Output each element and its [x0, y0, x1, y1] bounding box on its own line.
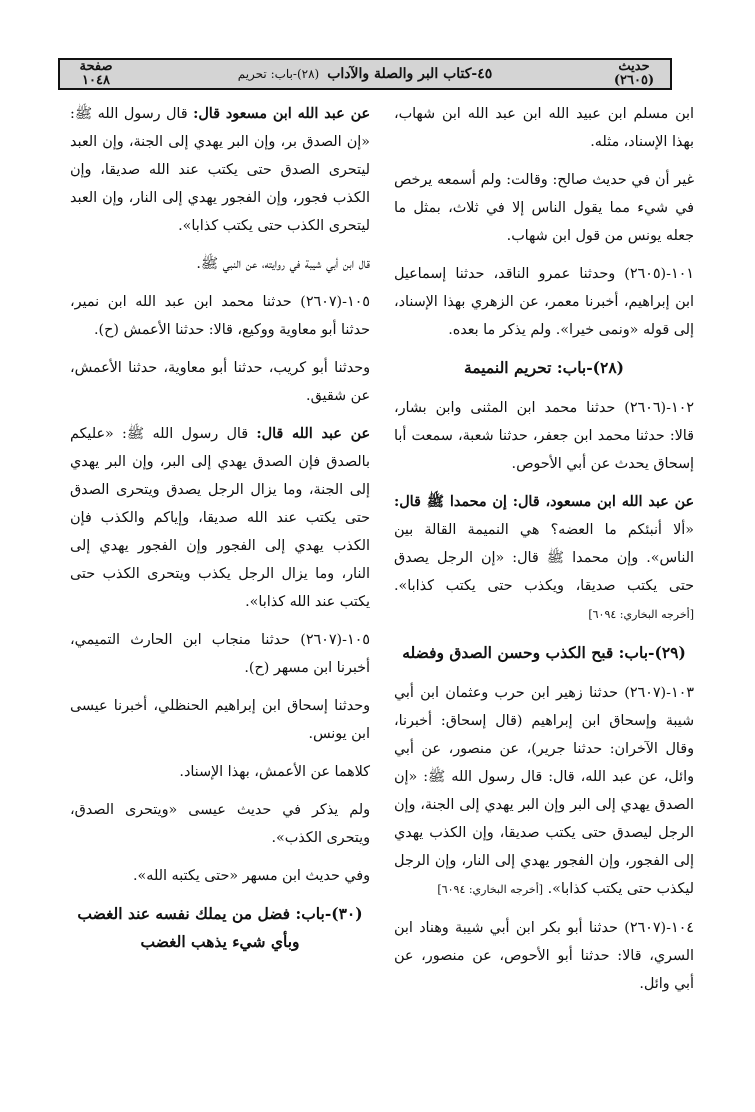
paragraph: وحدثنا إسحاق ابن إبراهيم الحنظلي، أخبرنا عيسى ابن يونس. — [70, 698, 370, 742]
header-title — [132, 60, 598, 88]
hadith-104-text — [70, 100, 370, 240]
hadith-102: ١٠٢-(٢٦٠٦) حدثنا محمد ابن المثنى وابن بشار، قالا: حدثنا محمد ابن جعفر، حدثنا شعبة، سمعت أبا إسحاق يحدث عن أبي الأحوص. — [394, 400, 694, 472]
paragraph: كلاهما عن الأعمش، بهذا الإسناد. — [179, 764, 370, 780]
left-column — [70, 100, 370, 968]
page-number-box — [60, 60, 132, 88]
page-header — [58, 58, 672, 90]
paragraph: ابن مسلم ابن عبيد الله ابن عبد الله ابن شهاب، بهذا الإسناد، مثله. — [394, 106, 694, 150]
hadith-matn: ١٠٣-(٢٦٠٧) حدثنا زهير ابن حرب وعثمان ابن أبي شيبة وإسحاق ابن إبراهيم (قال إسحاق: أخبرنا، وقال الآخران: حدثنا جرير)، عن منصور، عن أبي وائل، عن عبد الله، قال: قال رسول الله ﷺ: «إن الصدق يهدي إلى البر وإن البر يهدي إلى الجنة، وإن الرجل ليصدق حتى يكتب صديقا، وإن الكذب يهدي إلى الفجور، وإن الفجور يهدي إلى النار، وإن الرجل ليكذب حتى يكتب كذابا». — [394, 685, 694, 897]
paragraph: وفي حديث ابن مسهر «حتى يكتبه الله». — [132, 868, 370, 884]
chapter-title: (٢٨)-باب: تحريم — [237, 67, 320, 81]
right-column — [394, 100, 694, 1008]
hadith-105-text — [70, 420, 370, 616]
bukhari-reference: [أخرجه البخاري: ٦٠٩٤] — [588, 608, 694, 621]
chapter-heading-30: (٣٠)-باب: فضل من يملك نفسه عند الغضب وبأي شيء يذهب الغضب — [77, 904, 363, 951]
hadith-matn: قال رسول الله ﷺ: «عليكم بالصدق فإن الصدق يهدي إلى البر، وإن البر يهدي إلى الجنة، وما يزال الرجل يصدق ويتحرى الصدق حتى يكتب عند الله صديقا، وإياكم والكذب فإن الكذب يهدي إلى الفجور وإن الفجور يهدي إلى النار، وما يزال الرجل يكذب ويتحرى الكذب حتى يكتب عند الله كذابا». — [70, 426, 370, 610]
hadith-101: ١٠١-(٢٦٠٥) وحدثنا عمرو الناقد، حدثنا إسماعيل ابن إبراهيم، أخبرنا معمر، عن الزهري بهذا الإسناد، إلى قوله «ونمى خيرا». ولم يذكر ما بعده. — [394, 266, 694, 338]
paragraph: وحدثنا أبو كريب، حدثنا أبو معاوية، حدثنا الأعمش، عن شقيق. — [70, 360, 370, 404]
paragraph: ولم يذكر في حديث عيسى «ويتحرى الصدق، ويتحرى الكذب». — [70, 802, 370, 846]
page-label: صفحة — [79, 59, 113, 74]
hadith-number-box — [598, 60, 670, 88]
narrator: عن عبد الله ابن مسعود قال: — [193, 106, 370, 122]
hadith-104: ١٠٤-(٢٦٠٧) حدثنا أبو بكر ابن أبي شيبة وهناد ابن السري، قالا: حدثنا أبو الأحوص، عن منصور، عن أبي وائل. — [394, 920, 694, 992]
hadith-105: ١٠٥-(٢٦٠٧) حدثنا محمد ابن عبد الله ابن نمير، حدثنا أبو معاوية ووكيع، قالا: حدثنا الأعمش (ح). — [70, 294, 370, 338]
chapter-heading-28: (٢٨)-باب: تحريم النميمة — [463, 358, 625, 377]
hadith-label: حديث — [618, 59, 650, 74]
narrator: عن عبد الله قال: — [256, 426, 371, 442]
book-title: ٤٥-كتاب البر والصلة والآداب — [327, 66, 493, 82]
chapter-heading-29: (٢٩)-باب: قبح الكذب وحسن الصدق وفضله — [402, 643, 686, 662]
narrator: عن عبد الله ابن مسعود، قال: إن محمدا ﷺ قال: — [394, 494, 694, 510]
paragraph: غير أن في حديث صالح: وقالت: ولم أسمعه يرخص في شيء مما يقول الناس إلا في ثلاث، بمثل ما جعله يونس من قول ابن شهاب. — [394, 172, 694, 244]
hadith-105b: ١٠٥-(٢٦٠٧) حدثنا منجاب ابن الحارث التميمي، أخبرنا ابن مسهر (ح). — [70, 632, 370, 676]
bukhari-reference: [أخرجه البخاري: ٦٠٩٤] — [437, 883, 544, 896]
hadith-matn: قال رسول الله ﷺ: «إن الصدق بر، وإن البر يهدي إلى الجنة، وإن العبد ليتحرى الصدق حتى يكتب عند الله صديقا، وإن الكذب فجور، وإن الفجور يهدي إلى النار، وإن العبد ليتحرى الكذب حتى يكتب كذابا». — [70, 106, 370, 234]
hadith-matn: «ألا أنبئكم ما العضه؟ هي النميمة القالة بين الناس». وإن محمدا ﷺ قال: «إن الرجل يصدق حتى يكتب صديقا، ويكذب حتى يكتب كذابا». — [394, 522, 694, 594]
hadith-103 — [394, 679, 694, 904]
paragraph: قال ابن أبي شيبة في روايته، عن النبي ﷺ. — [196, 256, 370, 272]
hadith-102-text — [394, 488, 694, 629]
page-number: ١٠٤٨ — [82, 73, 110, 88]
hadith-number: (٢٦٠٥) — [613, 73, 655, 88]
